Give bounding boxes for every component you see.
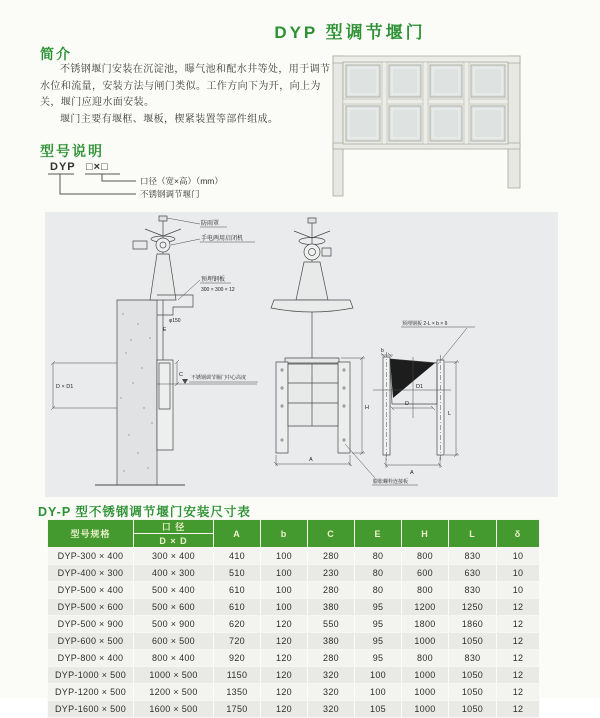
table-cell: 95 bbox=[355, 616, 402, 633]
table-cell: 100 bbox=[261, 548, 308, 565]
table-cell: 12 bbox=[497, 599, 540, 616]
table-cell: 120 bbox=[261, 701, 308, 718]
table-cell: 100 bbox=[261, 582, 308, 599]
label-dim-h: H bbox=[365, 405, 369, 411]
table-cell: 610 bbox=[214, 599, 261, 616]
intro-paragraph-1: 不锈钢堰门安装在沉淀池，曝气池和配水井等处，用于调节水位和流量，安装方法与闸门类似。工作方向下为开，向上为关，堰门应迎水面安装。 bbox=[40, 64, 331, 108]
product-photo bbox=[328, 46, 528, 202]
intro-paragraph-2: 堰门主要有堰框、堰板，楔紧装置等部件组成。 bbox=[60, 113, 279, 125]
table-cell: 100 bbox=[355, 684, 402, 701]
table-cell: DYP-600 × 500 bbox=[48, 633, 134, 650]
model-product-label: 不锈钢调节堰门 bbox=[140, 189, 200, 199]
table-cell: 800 × 400 bbox=[134, 650, 214, 667]
label-dim-l: L bbox=[448, 411, 452, 417]
table-cell: 500 × 400 bbox=[134, 582, 214, 599]
size-table-header bbox=[48, 520, 540, 548]
label-embedded-plate: 预埋钢板 bbox=[201, 277, 226, 283]
table-cell: 120 bbox=[261, 684, 308, 701]
table-cell: 1250 bbox=[449, 599, 497, 616]
table-cell: 12 bbox=[497, 667, 540, 684]
table-cell: 12 bbox=[497, 616, 540, 633]
table-cell: 95 bbox=[355, 599, 402, 616]
table-cell: DYP-500 × 900 bbox=[48, 616, 134, 633]
table-cell: 1800 bbox=[402, 616, 449, 633]
table-cell: 280 bbox=[308, 548, 355, 565]
table-row bbox=[48, 684, 540, 701]
table-cell: 12 bbox=[497, 633, 540, 650]
table-cell: 830 bbox=[449, 650, 497, 667]
table-cell: 100 bbox=[261, 565, 308, 582]
label-dim-dxd1: D × D1 bbox=[56, 384, 74, 390]
table-row bbox=[48, 548, 540, 565]
label-dim-d1: D1 bbox=[416, 384, 424, 390]
table-cell: DYP-1200 × 500 bbox=[48, 684, 134, 701]
table-cell: DYP-1000 × 500 bbox=[48, 667, 134, 684]
table-cell: 1050 bbox=[449, 633, 497, 650]
table-cell: 320 bbox=[308, 701, 355, 718]
drawing-wall-section bbox=[51, 216, 257, 485]
table-cell: 1200 × 500 bbox=[134, 684, 214, 701]
table-row bbox=[48, 565, 540, 582]
page-title: DYP 型调节堰门 bbox=[274, 23, 426, 42]
table-cell: 380 bbox=[308, 633, 355, 650]
table-cell: 1350 bbox=[214, 684, 261, 701]
table-cell: DYP-1600 × 500 bbox=[48, 701, 134, 718]
col-header-a: A bbox=[214, 520, 261, 548]
col-header-b: b bbox=[261, 520, 308, 548]
table-cell: 1860 bbox=[449, 616, 497, 633]
drawing-annotations-left bbox=[167, 218, 258, 382]
technical-drawing-panel bbox=[45, 212, 558, 497]
table-cell: 800 bbox=[402, 582, 449, 599]
table-cell: 550 bbox=[308, 616, 355, 633]
table-cell: 120 bbox=[261, 667, 308, 684]
label-hoist: 手电两用启闭机 bbox=[201, 236, 244, 242]
table-row bbox=[48, 599, 540, 616]
table-cell: 600 bbox=[402, 565, 449, 582]
table-cell: 80 bbox=[355, 565, 402, 582]
table-cell: 1750 bbox=[214, 701, 261, 718]
table-cell: DYP-800 × 400 bbox=[48, 650, 134, 667]
label-embedded-plate-2: 预埋钢板 2-L × b × δ bbox=[402, 321, 448, 327]
table-cell: 120 bbox=[261, 650, 308, 667]
table-cell: 1150 bbox=[214, 667, 261, 684]
table-cell: 830 bbox=[449, 548, 497, 565]
table-cell: 300 × 400 bbox=[134, 548, 214, 565]
table-cell: 105 bbox=[355, 701, 402, 718]
model-code-diagram bbox=[40, 157, 330, 207]
model-code: DYP bbox=[50, 161, 76, 173]
table-row bbox=[48, 633, 540, 650]
table-cell: 1000 bbox=[402, 633, 449, 650]
table-cell: 630 bbox=[449, 565, 497, 582]
table-cell: 510 bbox=[214, 565, 261, 582]
table-cell: 320 bbox=[308, 684, 355, 701]
table-cell: 95 bbox=[355, 650, 402, 667]
size-table-body bbox=[48, 548, 540, 718]
label-dim-a-front: A bbox=[309, 457, 313, 463]
table-cell: 100 bbox=[355, 667, 402, 684]
table-cell: 10 bbox=[497, 582, 540, 599]
size-table-title: DY-P 型不锈钢调节堰门安装尺寸表 bbox=[38, 505, 251, 519]
col-header-c: C bbox=[308, 520, 355, 548]
table-cell: 1050 bbox=[449, 701, 497, 718]
table-cell: 1000 × 500 bbox=[134, 667, 214, 684]
intro-text-block bbox=[40, 62, 336, 128]
table-cell: 120 bbox=[261, 616, 308, 633]
table-cell: 280 bbox=[308, 650, 355, 667]
table-cell: 500 × 600 bbox=[134, 599, 214, 616]
table-row bbox=[48, 582, 540, 599]
weir-gate-photo-graphic bbox=[328, 46, 528, 202]
table-cell: 12 bbox=[497, 701, 540, 718]
label-center-height: 不锈钢调节堰门中心高度 bbox=[191, 375, 247, 381]
table-cell: 12 bbox=[497, 650, 540, 667]
label-dim-a-side: A bbox=[410, 470, 414, 476]
drawing-front-view bbox=[271, 218, 375, 478]
table-cell: 830 bbox=[449, 582, 497, 599]
label-dim-d: D bbox=[405, 401, 409, 407]
label-anchor-plate: 膨胀螺栓连接板 bbox=[373, 479, 409, 485]
table-cell: 800 bbox=[402, 650, 449, 667]
table-cell: 920 bbox=[214, 650, 261, 667]
table-cell: 12 bbox=[497, 684, 540, 701]
table-cell: 610 bbox=[214, 582, 261, 599]
table-cell: 10 bbox=[497, 565, 540, 582]
table-cell: 1600 × 500 bbox=[134, 701, 214, 718]
model-heading: 型号说明 bbox=[40, 143, 104, 159]
table-cell: 10 bbox=[497, 548, 540, 565]
drawing-plate-view bbox=[372, 327, 475, 485]
table-cell: 280 bbox=[308, 582, 355, 599]
model-caliber-label: 口径（宽×高）（mm） bbox=[140, 176, 223, 186]
table-cell: 500 × 900 bbox=[134, 616, 214, 633]
table-cell: 1000 bbox=[402, 684, 449, 701]
table-cell: DYP-300 × 400 bbox=[48, 548, 134, 565]
col-header-model: 型号规格 bbox=[48, 520, 134, 548]
table-cell: 230 bbox=[308, 565, 355, 582]
label-rain-cover: 防雨罩 bbox=[201, 221, 220, 227]
col-header-e: E bbox=[355, 520, 402, 548]
table-cell: DYP-400 × 300 bbox=[48, 565, 134, 582]
table-cell: 1050 bbox=[449, 667, 497, 684]
table-cell: 120 bbox=[261, 633, 308, 650]
label-embedded-plate-size: 300 × 300 × 12 bbox=[201, 287, 235, 293]
label-dim-c: C bbox=[179, 372, 183, 378]
label-dim-e: E bbox=[163, 327, 167, 333]
table-cell: 1200 bbox=[402, 599, 449, 616]
table-cell: DYP-500 × 400 bbox=[48, 582, 134, 599]
size-table bbox=[47, 519, 540, 718]
table-cell: 410 bbox=[214, 548, 261, 565]
table-cell: 720 bbox=[214, 633, 261, 650]
table-cell: 95 bbox=[355, 633, 402, 650]
table-cell: 320 bbox=[308, 667, 355, 684]
table-cell: 620 bbox=[214, 616, 261, 633]
table-cell: 400 × 300 bbox=[134, 565, 214, 582]
table-cell: 80 bbox=[355, 548, 402, 565]
col-header-caliber: 口 径 bbox=[134, 520, 214, 534]
table-cell: 1050 bbox=[449, 684, 497, 701]
col-header-h: H bbox=[402, 520, 449, 548]
table-cell: DYP-500 × 600 bbox=[48, 599, 134, 616]
intro-heading: 简介 bbox=[40, 46, 72, 62]
table-row bbox=[48, 616, 540, 633]
table-cell: 600 × 500 bbox=[134, 633, 214, 650]
col-header-caliber-sub: D × D bbox=[134, 534, 214, 548]
table-cell: 80 bbox=[355, 582, 402, 599]
label-dim-b: b bbox=[381, 348, 384, 354]
table-cell: 1000 bbox=[402, 701, 449, 718]
installation-drawing bbox=[45, 212, 558, 497]
table-row bbox=[48, 650, 540, 667]
label-phi-150: φ150 bbox=[169, 318, 181, 324]
table-row bbox=[48, 667, 540, 684]
table-cell: 100 bbox=[261, 599, 308, 616]
table-cell: 1000 bbox=[402, 667, 449, 684]
table-cell: 800 bbox=[402, 548, 449, 565]
model-size-boxes: □×□ bbox=[86, 161, 109, 173]
col-header-l: L bbox=[449, 520, 497, 548]
col-header-delta: δ bbox=[497, 520, 540, 548]
table-cell: 380 bbox=[308, 599, 355, 616]
table-row bbox=[48, 701, 540, 718]
